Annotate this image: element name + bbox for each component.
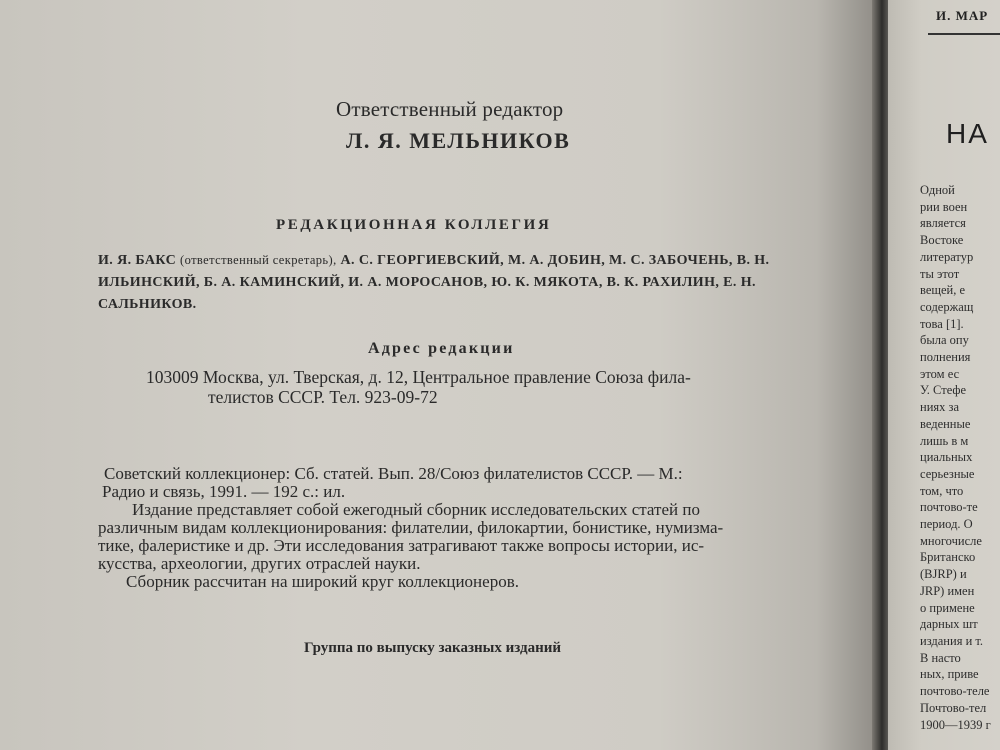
bib-line-5: тике, фалеристике и др. Эти исследования затрагивают также вопросы истории, ис- <box>98 536 705 555</box>
article-body-line: содержащ <box>920 299 974 314</box>
article-body-line: JRP) имен <box>920 583 975 598</box>
article-body-line: 1900—1939 г <box>920 717 991 732</box>
address-line-2: телистов СССР. Тел. 923-09-72 <box>208 387 438 407</box>
address-heading: Адрес редакции <box>368 340 515 357</box>
article-body-line: почтово-те <box>920 500 978 515</box>
secretary-note: (ответственный секретарь), <box>180 253 337 267</box>
article-body-line: У. Стефе <box>920 383 967 398</box>
article-body-line: том, что <box>920 483 964 498</box>
editor-role: Ответственный редактор <box>336 97 564 121</box>
article-body-line: о примене <box>920 600 975 615</box>
article-body-line: период. О <box>920 517 973 532</box>
article-body-line: является <box>920 216 966 231</box>
article-body-line: Почтово-тел <box>920 700 987 715</box>
running-head: И. МАР <box>936 8 989 23</box>
bib-line-2: Радио и связь, 1991. — 192 с.: ил. <box>102 482 346 501</box>
article-body-line: лишь в м <box>920 433 969 448</box>
article-body-line: была опу <box>920 333 969 348</box>
article-body-line: В насто <box>920 650 961 665</box>
article-body-line: ты этот <box>920 266 960 281</box>
article-body-line: вещей, е <box>920 283 966 298</box>
article-body-line: циальных <box>920 450 973 465</box>
editor-name: Л. Я. МЕЛЬНИКОВ <box>346 128 571 153</box>
article-body-line: ниях за <box>920 400 959 415</box>
bib-line-3: Издание представляет собой ежегодный сборник исследовательских статей по <box>132 500 700 519</box>
bibliographic-description <box>98 464 864 591</box>
article-body-line: рии воен <box>920 199 968 214</box>
board-heading: РЕДАКЦИОННАЯ КОЛЛЕГИЯ <box>276 217 552 233</box>
article-body-line: этом ес <box>920 366 960 381</box>
article-body-line: дарных шт <box>920 617 978 632</box>
address-line-1: 103009 Москва, ул. Тверская, д. 12, Центральное правление Союза фила- <box>146 367 691 387</box>
article-body-line: Востоке <box>920 233 964 248</box>
article-body-line: издания и т. <box>920 633 984 648</box>
publishing-group: Группа по выпуску заказных изданий <box>304 640 561 656</box>
article-body-line: ных, приве <box>920 667 979 682</box>
article-body-line: полнения <box>920 350 971 365</box>
header-rule <box>928 33 1000 35</box>
article-body-line: многочисле <box>920 533 982 548</box>
bib-line-6: кусства, археологии, других отраслей науки. <box>98 554 421 573</box>
article-body-line: литератур <box>920 249 974 264</box>
bib-line-7: Сборник рассчитан на широкий круг коллекционеров. <box>126 572 519 591</box>
article-body-line: това [1]. <box>920 316 964 331</box>
article-body-line: Британско <box>920 550 976 565</box>
article-title-fragment: НА <box>946 118 989 149</box>
bib-line-4: различным видам коллекционирования: филателии, филокартии, бонистике, нумизма- <box>98 518 724 537</box>
article-body-line: серьезные <box>920 466 975 481</box>
article-body-line: (BJRP) и <box>920 567 967 582</box>
article-body-line: Одной <box>920 183 955 197</box>
bib-line-1: Советский коллекционер: Сб. статей. Вып. 28/Союз филателистов СССР. — М.: <box>104 464 683 483</box>
board-member-baks: И. Я. БАКС <box>98 253 177 268</box>
article-body-line: веденные <box>920 416 971 431</box>
board-members <box>98 249 858 316</box>
article-body-fragments <box>920 182 991 733</box>
right-page <box>888 0 1000 750</box>
board-members-rest: А. С. ГЕОРГИЕВСКИЙ, М. А. ДОБИН, М. С. ЗАБОЧЕНЬ, В. Н. ИЛЬИНСКИЙ, Б. А. КАМИНСКИЙ, И. А. МОРОСАНОВ, Ю. К. МЯКОТА, В. К. РАХИЛИН, Е. Н. САЛЬНИКОВ. <box>98 253 770 312</box>
article-body-line: почтово-теле <box>920 684 990 699</box>
